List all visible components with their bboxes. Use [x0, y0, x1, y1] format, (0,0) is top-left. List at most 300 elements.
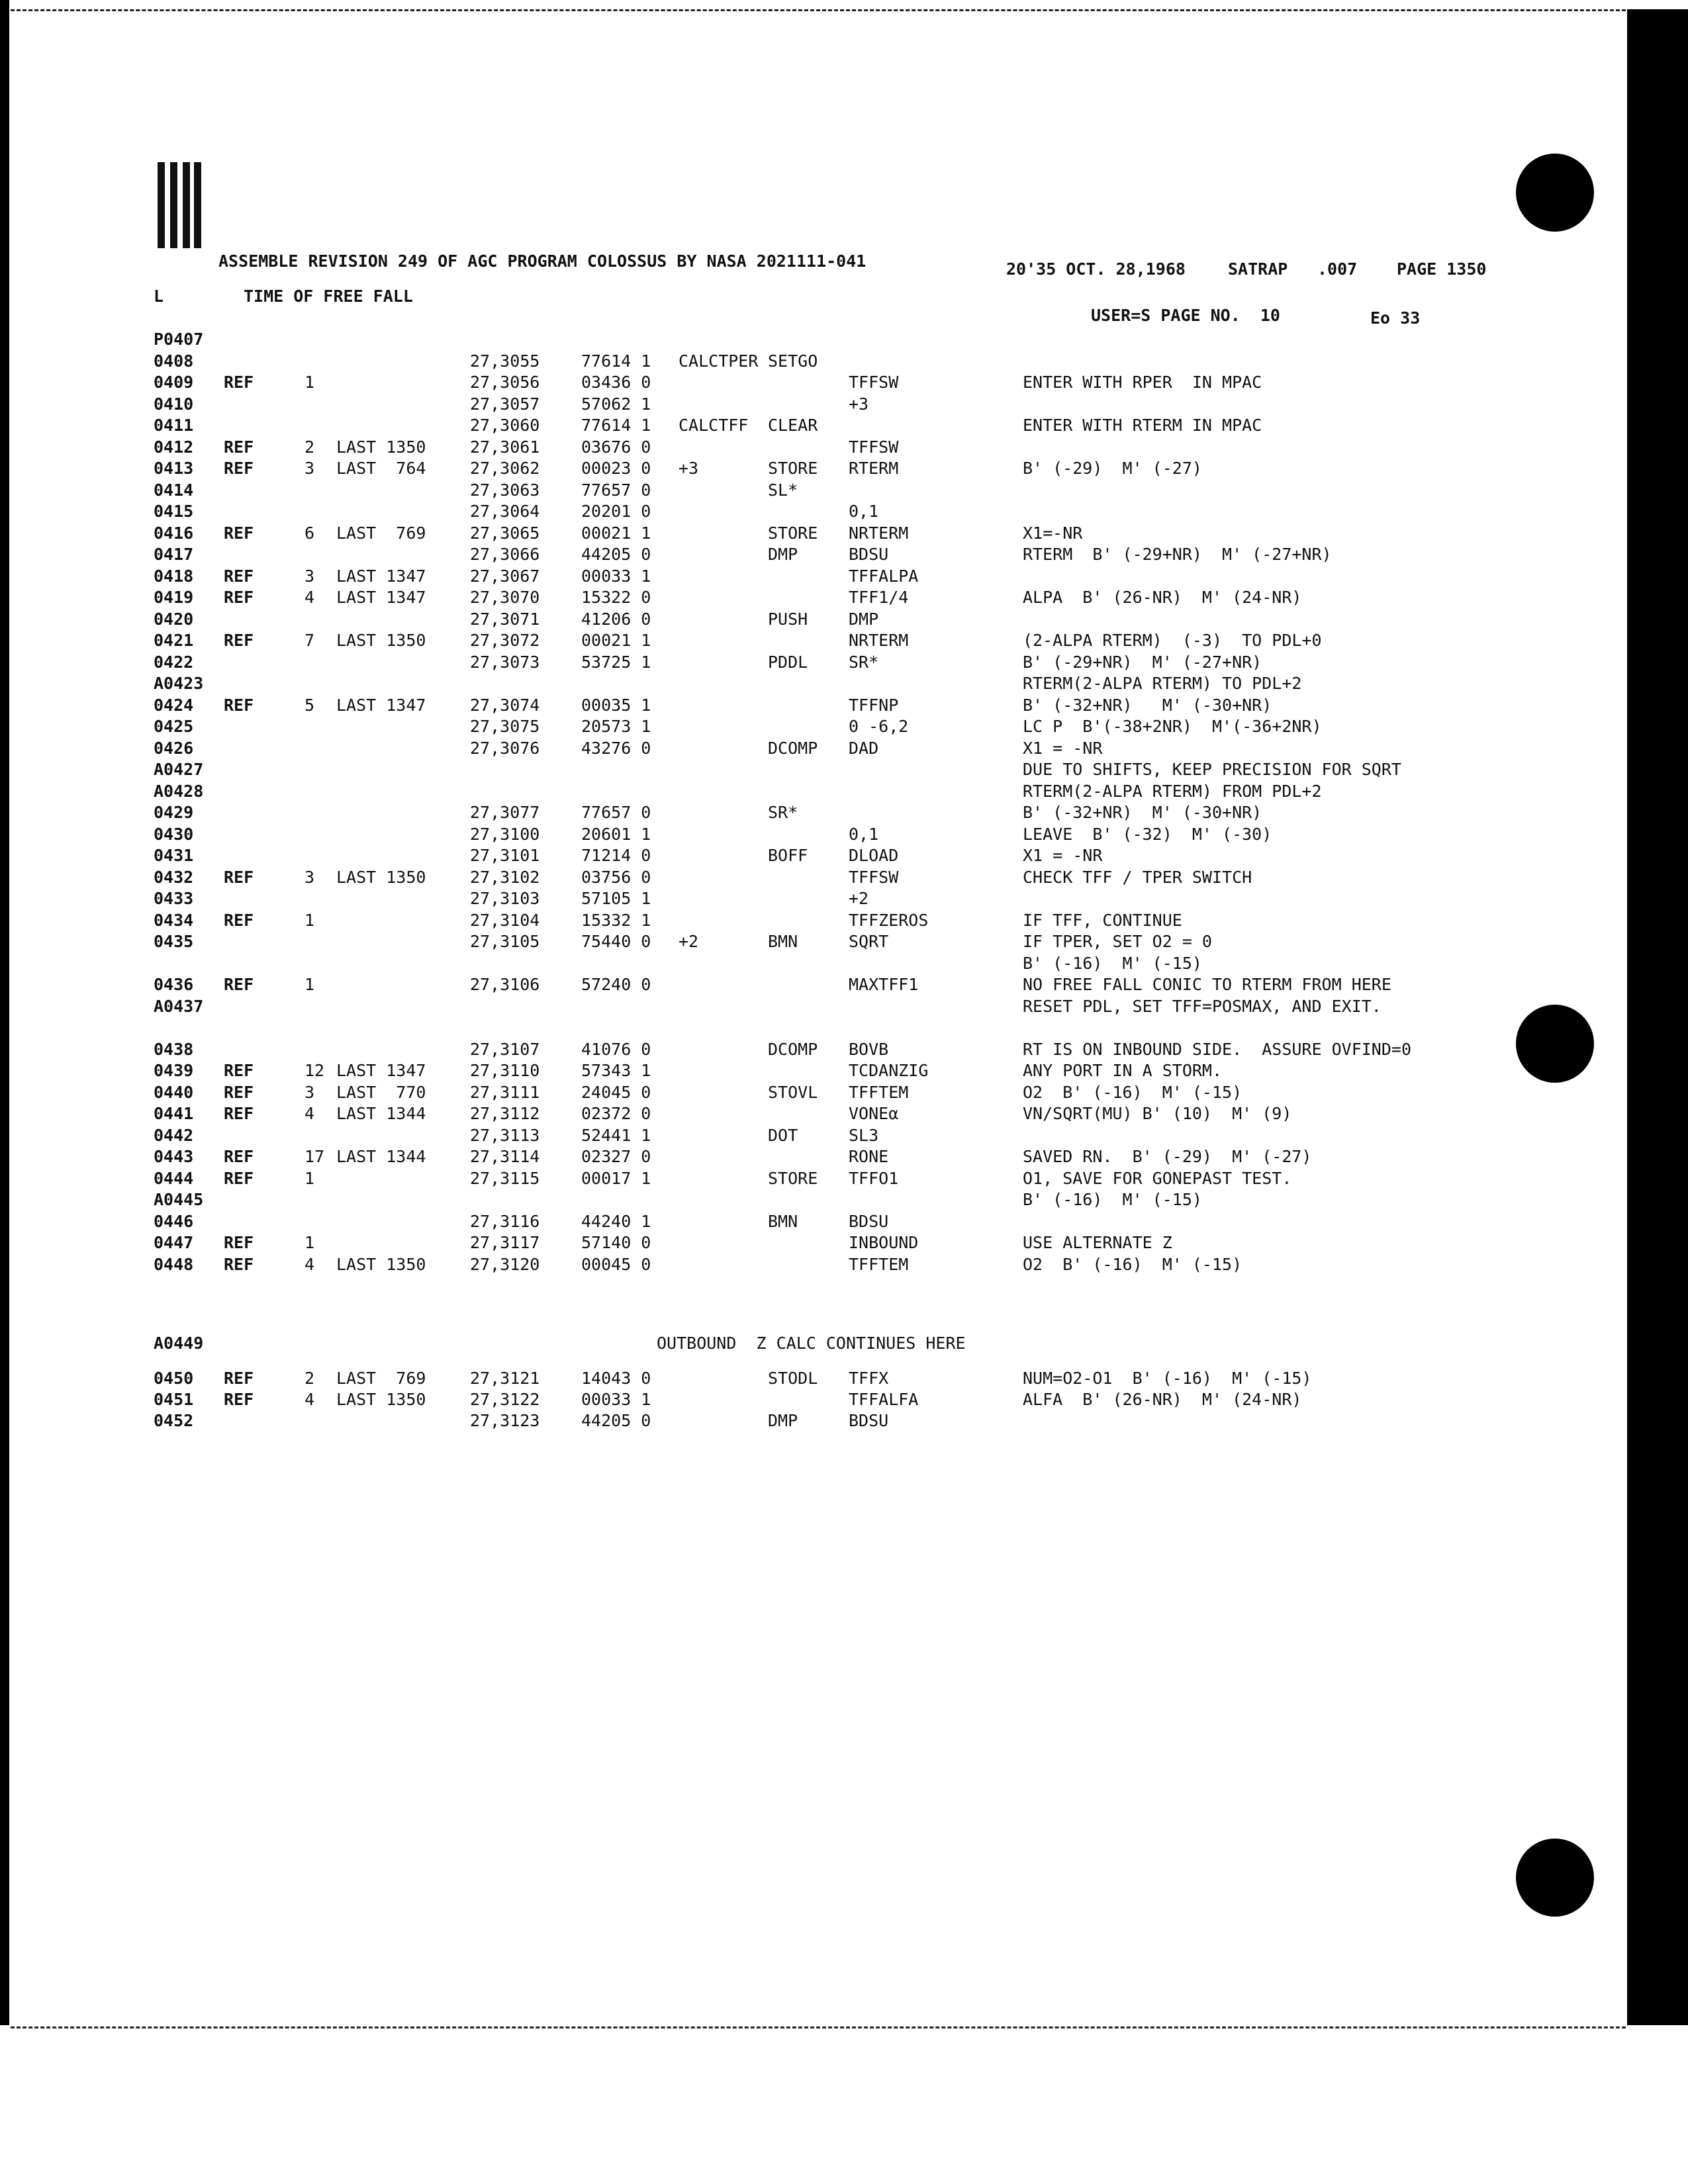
- comment: RTERM(2-ALPA RTERM) FROM PDL+2: [1023, 781, 1322, 801]
- comment: ALPA B' (26-NR) M' (24-NR): [1023, 588, 1302, 607]
- comment: RT IS ON INBOUND SIDE. ASSURE OVFIND=0: [1023, 1039, 1411, 1059]
- line-number: 0439: [154, 1061, 194, 1080]
- last-ref: LAST 1344: [336, 1104, 426, 1123]
- line-number: 0442: [154, 1125, 194, 1145]
- line-number: 0431: [154, 846, 194, 865]
- label: +2: [679, 932, 699, 951]
- line-number: P0407: [154, 330, 204, 349]
- page-number: PAGE 1350: [1397, 259, 1487, 279]
- address: 27,3062: [470, 459, 540, 478]
- last-ref: LAST 770: [336, 1082, 426, 1102]
- line-number: 0444: [154, 1168, 194, 1188]
- ref-count: 3: [305, 459, 315, 478]
- octal-word: 57140 0: [581, 1233, 651, 1252]
- comment: USE ALTERNATE Z: [1023, 1233, 1172, 1252]
- line-number: 0422: [154, 652, 194, 672]
- comment: CHECK TFF / TPER SWITCH: [1023, 867, 1252, 887]
- address: 27,3056: [470, 373, 540, 392]
- octal-word: 24045 0: [581, 1082, 651, 1102]
- operand: RTERM: [849, 459, 899, 478]
- label: CALCTPER: [679, 351, 759, 371]
- last-ref: LAST 1350: [336, 1390, 426, 1409]
- opcode: STORE: [768, 1168, 818, 1188]
- comment: RTERM(2-ALPA RTERM) TO PDL+2: [1023, 674, 1302, 693]
- ref-marker: REF: [224, 459, 254, 478]
- comment: DUE TO SHIFTS, KEEP PRECISION FOR SQRT: [1023, 760, 1401, 779]
- octal-word: 44205 0: [581, 1411, 651, 1430]
- operand: TFFTEM: [849, 1254, 909, 1274]
- ref-count: 4: [305, 1390, 315, 1409]
- ref-count: 6: [305, 523, 315, 543]
- opcode: PUSH: [768, 609, 808, 629]
- comment: NO FREE FALL CONIC TO RTERM FROM HERE: [1023, 975, 1391, 994]
- line-number: A0449: [154, 1334, 204, 1353]
- line-number: 0448: [154, 1254, 194, 1274]
- divider-row: [0, 1334, 1622, 1356]
- listing-row: [0, 997, 1622, 1019]
- ref-count: 1: [305, 1168, 315, 1188]
- address: 27,3066: [470, 545, 540, 564]
- address: 27,3060: [470, 416, 540, 435]
- line-number: 0409: [154, 373, 194, 392]
- listing-row: [0, 373, 1622, 395]
- printer-marks: [158, 162, 203, 248]
- label: +3: [679, 459, 699, 478]
- line-number: 0420: [154, 609, 194, 629]
- octal-word: 41206 0: [581, 609, 651, 629]
- operand: RONE: [849, 1147, 889, 1166]
- ref-marker: REF: [224, 1168, 254, 1188]
- comment: B' (-29+NR) M' (-27+NR): [1023, 652, 1262, 672]
- octal-word: 77614 1: [581, 416, 651, 435]
- listing-row: [0, 932, 1622, 954]
- octal-word: 20573 1: [581, 717, 651, 736]
- address: 27,3114: [470, 1147, 540, 1166]
- ref-count: 1: [305, 1233, 315, 1252]
- comment: (2-ALPA RTERM) (-3) TO PDL+0: [1023, 631, 1322, 650]
- ref-count: 1: [305, 910, 315, 930]
- line-number: A0427: [154, 760, 204, 779]
- opcode: DOT: [768, 1125, 798, 1145]
- operand: DAD: [849, 738, 879, 758]
- operand: BOVB: [849, 1039, 889, 1059]
- opcode: SL*: [768, 480, 798, 500]
- operand: BDSU: [849, 1211, 889, 1231]
- listing-row: [0, 1104, 1622, 1126]
- operand: VONEα: [849, 1104, 899, 1123]
- octal-word: 77657 0: [581, 480, 651, 500]
- users-page-number: USER=S PAGE NO. 10: [1091, 306, 1280, 325]
- line-number: 0408: [154, 351, 194, 371]
- operand: TFFALFA: [849, 1390, 919, 1409]
- line-number: 0451: [154, 1390, 194, 1409]
- operand: DMP: [849, 609, 879, 629]
- operand: TFFSW: [849, 867, 899, 887]
- ref-count: 4: [305, 1254, 315, 1274]
- operand: SQRT: [849, 932, 889, 951]
- ref-marker: REF: [224, 1082, 254, 1102]
- ref-marker: REF: [224, 695, 254, 715]
- address: 27,3065: [470, 523, 540, 543]
- last-ref: LAST 769: [336, 1369, 426, 1388]
- octal-word: 77614 1: [581, 351, 651, 371]
- line-number: 0429: [154, 803, 194, 822]
- ref-marker: REF: [224, 588, 254, 607]
- address: 27,3071: [470, 609, 540, 629]
- operand: +2: [849, 889, 869, 908]
- operand: TFFZEROS: [849, 910, 929, 930]
- last-ref: LAST 1347: [336, 566, 426, 586]
- comment: LC P B'(-38+2NR) M'(-36+2NR): [1023, 717, 1322, 736]
- listing-row: [0, 1083, 1622, 1105]
- listing-row: [0, 330, 1622, 352]
- address: 27,3055: [470, 351, 540, 371]
- listing-row: [0, 1233, 1622, 1255]
- listing-row: [0, 1169, 1622, 1191]
- listing-row: [0, 1190, 1622, 1212]
- octal-word: 71214 0: [581, 846, 651, 865]
- ref-count: 3: [305, 566, 315, 586]
- line-number: 0450: [154, 1369, 194, 1388]
- address: 27,3103: [470, 889, 540, 908]
- address: 27,3100: [470, 824, 540, 844]
- last-ref: LAST 1350: [336, 867, 426, 887]
- line-number: 0452: [154, 1411, 194, 1430]
- last-ref: LAST 1347: [336, 588, 426, 607]
- opcode: DCOMP: [768, 738, 818, 758]
- address: 27,3110: [470, 1061, 540, 1080]
- listing-row: [0, 975, 1622, 997]
- octal-word: 00021 1: [581, 631, 651, 650]
- octal-word: 02372 0: [581, 1104, 651, 1123]
- listing-row: [0, 1147, 1622, 1169]
- comment: RESET PDL, SET TFF=POSMAX, AND EXIT.: [1023, 996, 1382, 1016]
- comment: VN/SQRT(MU) B' (10) M' (9): [1023, 1104, 1292, 1123]
- opcode: BMN: [768, 932, 798, 951]
- listing-row: [0, 480, 1622, 503]
- assembly-datetime: 20'35 OCT. 28,1968: [1006, 259, 1186, 279]
- listing-row: [0, 782, 1622, 804]
- listing-row: [0, 459, 1622, 481]
- listing-row: [0, 760, 1622, 782]
- address: 27,3101: [470, 846, 540, 865]
- address: 27,3112: [470, 1104, 540, 1123]
- octal-word: 43276 0: [581, 738, 651, 758]
- comment: X1 = -NR: [1023, 846, 1103, 865]
- octal-word: 15322 0: [581, 588, 651, 607]
- ref-count: 2: [305, 1369, 315, 1388]
- ref-marker: REF: [224, 566, 254, 586]
- listing-row: [0, 803, 1622, 825]
- octal-word: 75440 0: [581, 932, 651, 951]
- listing-row: [0, 351, 1622, 374]
- operand: 0,1: [849, 502, 879, 521]
- comment: ALFA B' (26-NR) M' (24-NR): [1023, 1390, 1302, 1409]
- octal-word: 00023 0: [581, 459, 651, 478]
- ref-marker: REF: [224, 1254, 254, 1274]
- operand: TFFSW: [849, 373, 899, 392]
- octal-word: 44240 1: [581, 1211, 651, 1231]
- ref-marker: REF: [224, 631, 254, 650]
- comment: SAVED RN. B' (-29) M' (-27): [1023, 1147, 1312, 1166]
- comment: B' (-32+NR) M' (-30+NR): [1023, 803, 1262, 822]
- eo-code: Eo 33: [1370, 308, 1421, 328]
- operand: 0 -6,2: [849, 717, 909, 736]
- comment: O1, SAVE FOR GONEPAST TEST.: [1023, 1168, 1292, 1188]
- operand: NRTERM: [849, 631, 909, 650]
- octal-word: 20201 0: [581, 502, 651, 521]
- listing-row: [0, 567, 1622, 589]
- punch-hole-bottom: [1516, 1839, 1594, 1917]
- address: 27,3115: [470, 1168, 540, 1188]
- octal-word: 00033 1: [581, 1390, 651, 1409]
- listing-row: [0, 825, 1622, 847]
- octal-word: 20601 1: [581, 824, 651, 844]
- comment: NUM=O2-O1 B' (-16) M' (-15): [1023, 1369, 1312, 1388]
- line-number: 0418: [154, 566, 194, 586]
- address: 27,3072: [470, 631, 540, 650]
- operand: BDSU: [849, 545, 889, 564]
- last-ref: LAST 1347: [336, 1061, 426, 1080]
- ref-marker: REF: [224, 1233, 254, 1252]
- opcode: DMP: [768, 545, 798, 564]
- listing-row: [0, 1411, 1622, 1433]
- octal-word: 41076 0: [581, 1039, 651, 1059]
- operand: BDSU: [849, 1411, 889, 1430]
- operand: TFF1/4: [849, 588, 909, 607]
- ref-count: 4: [305, 1104, 315, 1123]
- listing-row: [0, 868, 1622, 890]
- comment: IF TPER, SET O2 = 0: [1023, 932, 1212, 951]
- comment: X1 = -NR: [1023, 738, 1103, 758]
- last-ref: LAST 769: [336, 523, 426, 543]
- octal-word: 00017 1: [581, 1168, 651, 1188]
- address: 27,3121: [470, 1369, 540, 1388]
- comment: O2 B' (-16) M' (-15): [1023, 1254, 1243, 1274]
- ref-marker: REF: [224, 373, 254, 392]
- address: 27,3122: [470, 1390, 540, 1409]
- opcode: BOFF: [768, 846, 808, 865]
- operand: +3: [849, 394, 869, 414]
- listing-row: [0, 717, 1622, 739]
- operand: MAXTFF1: [849, 975, 919, 994]
- octal-word: 02327 0: [581, 1147, 651, 1166]
- line-number: 0440: [154, 1082, 194, 1102]
- octal-word: 03676 0: [581, 437, 651, 457]
- address: 27,3057: [470, 394, 540, 414]
- line-number: 0419: [154, 588, 194, 607]
- operand: DLOAD: [849, 846, 899, 865]
- perforation-top: [11, 9, 1626, 11]
- line-number: 0426: [154, 738, 194, 758]
- listing-row: [0, 523, 1622, 546]
- operand: TFFO1: [849, 1168, 899, 1188]
- last-ref: LAST 1347: [336, 695, 426, 715]
- ref-marker: REF: [224, 1061, 254, 1080]
- ref-marker: REF: [224, 523, 254, 543]
- opcode: DCOMP: [768, 1039, 818, 1059]
- octal-word: 77657 0: [581, 803, 651, 822]
- line-number: A0437: [154, 996, 204, 1016]
- ref-marker: REF: [224, 437, 254, 457]
- address: 27,3123: [470, 1411, 540, 1430]
- ref-count: 3: [305, 1082, 315, 1102]
- operand: TFFALPA: [849, 566, 919, 586]
- line-number: 0433: [154, 889, 194, 908]
- address: 27,3111: [470, 1082, 540, 1102]
- listing-row: [0, 588, 1622, 610]
- octal-word: 03436 0: [581, 373, 651, 392]
- comment: B' (-16) M' (-15): [1023, 1190, 1202, 1209]
- listing-row: [0, 739, 1622, 761]
- comment: O2 B' (-16) M' (-15): [1023, 1082, 1243, 1102]
- listing-row: [0, 696, 1622, 718]
- line-number: 0417: [154, 545, 194, 564]
- listing-row: [0, 437, 1622, 460]
- ref-count: 5: [305, 695, 315, 715]
- line-number: A0423: [154, 674, 204, 693]
- ref-marker: REF: [224, 1104, 254, 1123]
- address: 27,3116: [470, 1211, 540, 1231]
- line-number: 0443: [154, 1147, 194, 1166]
- comment: B' (-29) M' (-27): [1023, 459, 1202, 478]
- listing-row: [0, 1212, 1622, 1234]
- section-title: TIME OF FREE FALL: [244, 287, 413, 306]
- opcode: SETGO: [768, 351, 818, 371]
- address: 27,3076: [470, 738, 540, 758]
- address: 27,3075: [470, 717, 540, 736]
- version-number: .007: [1317, 259, 1358, 279]
- octal-word: 00021 1: [581, 523, 651, 543]
- address: 27,3113: [470, 1125, 540, 1145]
- listing-row: [0, 1061, 1622, 1083]
- operand: 0,1: [849, 824, 879, 844]
- last-ref: LAST 1350: [336, 1254, 426, 1274]
- address: 27,3061: [470, 437, 540, 457]
- octal-word: 00045 0: [581, 1254, 651, 1274]
- last-ref: LAST 1344: [336, 1147, 426, 1166]
- opcode: STOVL: [768, 1082, 818, 1102]
- ref-count: 7: [305, 631, 315, 650]
- line-number: 0415: [154, 502, 194, 521]
- listing-row: [0, 653, 1622, 675]
- address: 27,3070: [470, 588, 540, 607]
- listing-row: [0, 416, 1622, 438]
- line-number: 0432: [154, 867, 194, 887]
- outbound-note: OUTBOUND Z CALC CONTINUES HERE: [657, 1334, 966, 1353]
- listing-row: [0, 394, 1622, 417]
- comment: ENTER WITH RTERM IN MPAC: [1023, 416, 1262, 435]
- operand: TFFX: [849, 1369, 889, 1388]
- operand: SR*: [849, 652, 879, 672]
- listing-row: [0, 502, 1622, 524]
- ref-count: 1: [305, 975, 315, 994]
- ref-count: 12: [305, 1061, 325, 1080]
- address: 27,3064: [470, 502, 540, 521]
- opcode: CLEAR: [768, 416, 818, 435]
- program-name: SATRAP: [1228, 259, 1288, 279]
- line-number: 0435: [154, 932, 194, 951]
- opcode: DMP: [768, 1411, 798, 1430]
- octal-word: 00035 1: [581, 695, 651, 715]
- line-number: 0430: [154, 824, 194, 844]
- comment: B' (-32+NR) M' (-30+NR): [1023, 695, 1272, 715]
- operand: TFFSW: [849, 437, 899, 457]
- octal-word: 15332 1: [581, 910, 651, 930]
- opcode: SR*: [768, 803, 798, 822]
- ref-marker: REF: [224, 1147, 254, 1166]
- opcode: BMN: [768, 1211, 798, 1231]
- line-number: 0438: [154, 1039, 194, 1059]
- octal-word: 03756 0: [581, 867, 651, 887]
- listing-row: [0, 1018, 1622, 1040]
- octal-word: 57062 1: [581, 394, 651, 414]
- listing-row: [0, 674, 1622, 696]
- address: 27,3077: [470, 803, 540, 822]
- address: 27,3106: [470, 975, 540, 994]
- address: 27,3074: [470, 695, 540, 715]
- listing-row: [0, 846, 1622, 868]
- address: 27,3104: [470, 910, 540, 930]
- line-number: 0421: [154, 631, 194, 650]
- comment: ENTER WITH RPER IN MPAC: [1023, 373, 1262, 392]
- address: 27,3067: [470, 566, 540, 586]
- opcode: STODL: [768, 1369, 818, 1388]
- opcode: STORE: [768, 459, 818, 478]
- ref-marker: REF: [224, 975, 254, 994]
- operand: TCDANZIG: [849, 1061, 929, 1080]
- address: 27,3063: [470, 480, 540, 500]
- line-number: 0447: [154, 1233, 194, 1252]
- assembly-title: ASSEMBLE REVISION 249 OF AGC PROGRAM COLOSSUS BY NASA 2021111-041: [218, 251, 867, 271]
- line-number: A0445: [154, 1190, 204, 1209]
- octal-word: 52441 1: [581, 1125, 651, 1145]
- address: 27,3107: [470, 1039, 540, 1059]
- punch-hole-top: [1516, 154, 1594, 232]
- operand: INBOUND: [849, 1233, 919, 1252]
- opcode: PDDL: [768, 652, 808, 672]
- line-number: 0412: [154, 437, 194, 457]
- operand: TFFNP: [849, 695, 899, 715]
- listing-row: [0, 545, 1622, 567]
- line-number: 0416: [154, 523, 194, 543]
- perforation-bottom: [11, 2026, 1626, 2028]
- last-ref: LAST 764: [336, 459, 426, 478]
- address: 27,3073: [470, 652, 540, 672]
- octal-word: 00033 1: [581, 566, 651, 586]
- octal-word: 44205 0: [581, 545, 651, 564]
- address: 27,3117: [470, 1233, 540, 1252]
- octal-word: 57240 0: [581, 975, 651, 994]
- ref-count: 17: [305, 1147, 325, 1166]
- ref-count: 1: [305, 373, 315, 392]
- listing-row: [0, 1255, 1622, 1277]
- comment: B' (-16) M' (-15): [1023, 953, 1202, 973]
- ref-marker: REF: [224, 1390, 254, 1409]
- line-number: 0425: [154, 717, 194, 736]
- listing-row: [0, 889, 1622, 911]
- address: 27,3120: [470, 1254, 540, 1274]
- listing-row: [0, 954, 1622, 976]
- line-number: 0441: [154, 1104, 194, 1123]
- octal-word: 57343 1: [581, 1061, 651, 1080]
- ref-marker: REF: [224, 1369, 254, 1388]
- line-number: 0410: [154, 394, 194, 414]
- listing-row: [0, 1040, 1622, 1062]
- octal-word: 57105 1: [581, 889, 651, 908]
- line-number: 0411: [154, 416, 194, 435]
- ref-count: 4: [305, 588, 315, 607]
